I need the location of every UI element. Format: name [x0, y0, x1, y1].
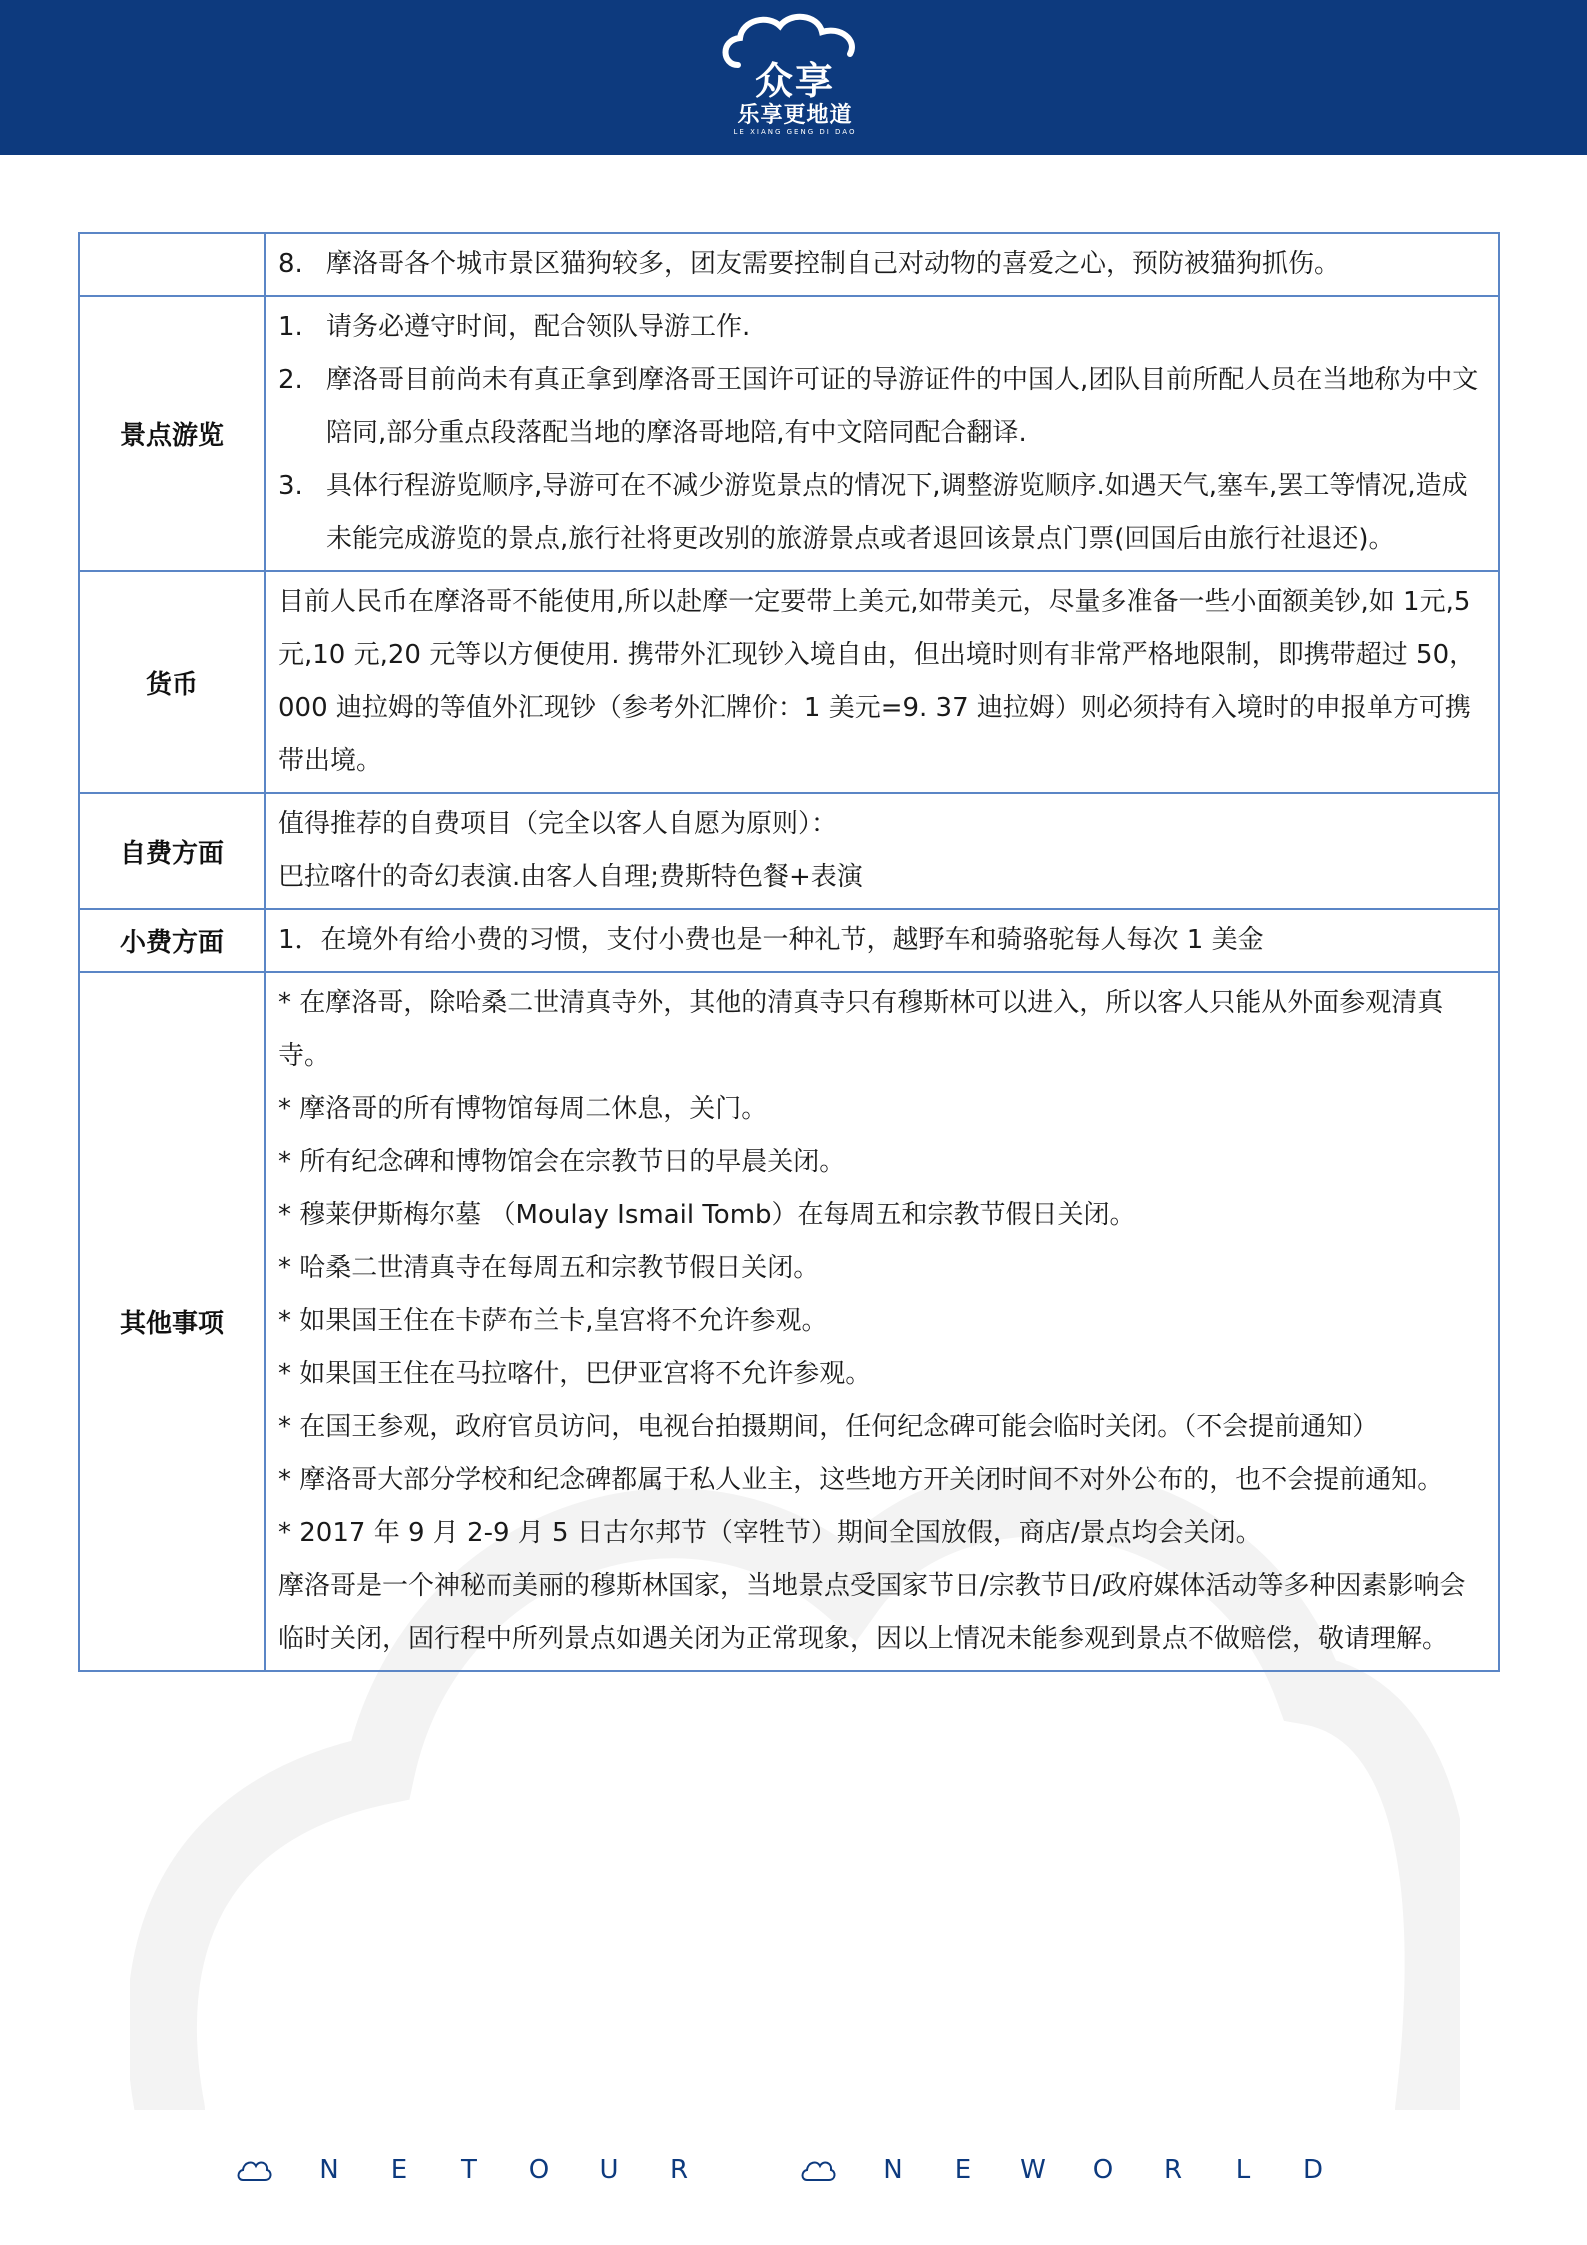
- paragraph: * 在国王参观，政府官员访问，电视台拍摄期间，任何纪念碑可能会临时关闭。（不会提前通知）: [278, 1412, 1379, 1442]
- paragraph: 目前人民币在摩洛哥不能使用,所以赴摩一定要带上美元,如带美元，尽量多准备一些小面额美钞,如 1元,5 元,10 元,20 元等以方便使用. 携带外汇现钞入境自由，但出境时则有非常严格地限制，即携带超过 50，000 迪拉姆的等值外汇现钞（参考外汇牌价：1 美元=9. 37 迪拉姆）则必须持有入境时的申报单方可携带出境。: [278, 587, 1476, 776]
- item-text: 具体行程游览顺序,导游可在不减少游览景点的情况下,调整游览顺序.如遇天气,塞车,罢工等情况,造成未能完成游览的景点,旅行社将更改别的旅游景点或者退回该景点门票(回国后由旅行社退还)。: [326, 471, 1468, 554]
- list-item: [278, 301, 1486, 354]
- item-text: 摩洛哥各个城市景区猫狗较多，团友需要控制自己对动物的喜爱之心，预防被猫狗抓伤。: [326, 249, 1341, 279]
- paragraph: * 摩洛哥的所有博物馆每周二休息，关门。: [278, 1094, 768, 1124]
- table-row: [79, 571, 1499, 793]
- footer-letter: D: [1302, 2155, 1324, 2185]
- paragraph: * 2017 年 9 月 2-9 月 5 日古尔邦节（宰牲节）期间全国放假，商店/景点均会关闭。: [278, 1518, 1262, 1548]
- table-row: [79, 233, 1499, 296]
- item-text: 摩洛哥目前尚未有真正拿到摩洛哥王国许可证的导游证件的中国人,团队目前所配人员在当地称为中文陪同,部分重点段落配当地的摩洛哥地陪,有中文陪同配合翻译.: [326, 365, 1479, 448]
- list-item: [278, 354, 1486, 460]
- row-label: 其他事项: [79, 972, 265, 1671]
- table-row: [79, 296, 1499, 571]
- paragraph: * 摩洛哥大部分学校和纪念碑都属于私人业主，这些地方开关闭时间不对外公布的，也不会提前通知。: [278, 1465, 1444, 1495]
- table-row: [79, 972, 1499, 1671]
- cloud-icon: [800, 2157, 836, 2183]
- table-row: [79, 793, 1499, 909]
- row-label: [79, 233, 265, 296]
- row-content: [265, 233, 1499, 296]
- paragraph: * 所有纪念碑和博物馆会在宗教节日的早晨关闭。: [278, 1147, 846, 1177]
- table-row: [79, 909, 1499, 972]
- list-item: [278, 460, 1486, 566]
- footer-letter: E: [390, 2155, 408, 2185]
- paragraph: * 如果国王住在卡萨布兰卡,皇宫将不允许参观。: [278, 1306, 828, 1336]
- item-number: 8.: [278, 249, 303, 279]
- item-number: 3.: [278, 471, 303, 501]
- row-label: 货币: [79, 571, 265, 793]
- footer-letter: O: [528, 2155, 550, 2185]
- logo-slogan: 乐享更地道: [737, 103, 853, 128]
- footer-onetour: [236, 2155, 714, 2185]
- item-number: 2.: [278, 365, 303, 395]
- footer-letter: O: [1092, 2155, 1114, 2185]
- row-content: [265, 571, 1499, 793]
- row-content: [265, 793, 1499, 909]
- footer-letter: W: [1020, 2155, 1046, 2185]
- paragraph: * 哈桑二世清真寺在每周五和宗教节假日关闭。: [278, 1253, 820, 1283]
- paragraph: * 在摩洛哥，除哈桑二世清真寺外，其他的清真寺只有穆斯林可以进入，所以客人只能从外面参观清真寺。: [278, 988, 1444, 1071]
- row-label: 景点游览: [79, 296, 265, 571]
- row-content: [265, 909, 1499, 972]
- footer-letter: R: [1163, 2155, 1183, 2185]
- footer-newworld: [800, 2155, 1348, 2185]
- row-label: 小费方面: [79, 909, 265, 972]
- footer-letter: T: [461, 2155, 477, 2185]
- row-content: [265, 972, 1499, 1671]
- page-header: [0, 0, 1587, 155]
- brand-logo: [700, 10, 890, 140]
- footer-letter: R: [669, 2155, 689, 2185]
- row-content: [265, 296, 1499, 571]
- cloud-icon: [236, 2157, 272, 2183]
- logo-tagline: LE XIANG GENG DI DAO: [733, 128, 857, 136]
- footer-letter: U: [599, 2155, 619, 2185]
- paragraph: 摩洛哥是一个神秘而美丽的穆斯林国家，当地景点受国家节日/宗教节日/政府媒体活动等多种因素影响会临时关闭，固行程中所列景点如遇关闭为正常现象，因以上情况未能参观到景点不做赔偿，敬请理解。: [278, 1571, 1466, 1654]
- footer-letter: N: [319, 2155, 339, 2185]
- footer-letter: L: [1235, 2155, 1251, 2185]
- paragraph: * 穆莱伊斯梅尔墓 （Moulay Ismail Tomb）在每周五和宗教节假日关闭。: [278, 1200, 1136, 1230]
- item-text: 请务必遵守时间，配合领队导游工作.: [326, 312, 751, 342]
- paragraph: 巴拉喀什的奇幻表演.由客人自理;费斯特色餐+表演: [278, 862, 863, 892]
- row-label: 自费方面: [79, 793, 265, 909]
- paragraph: * 如果国王住在马拉喀什，巴伊亚宫将不允许参观。: [278, 1359, 872, 1389]
- logo-main-text: 众享: [754, 59, 835, 103]
- paragraph: 1．在境外有给小费的习惯，支付小费也是一种礼节，越野车和骑骆驼每人每次 1 美金: [278, 925, 1264, 955]
- page-footer: [0, 2155, 1587, 2205]
- paragraph: 值得推荐的自费项目（完全以客人自愿为原则）：: [278, 809, 838, 839]
- footer-letter: N: [883, 2155, 903, 2185]
- list-item: [278, 238, 1486, 291]
- item-number: 1.: [278, 312, 303, 342]
- footer-letter: E: [954, 2155, 972, 2185]
- itinerary-notes-table: [78, 232, 1500, 1672]
